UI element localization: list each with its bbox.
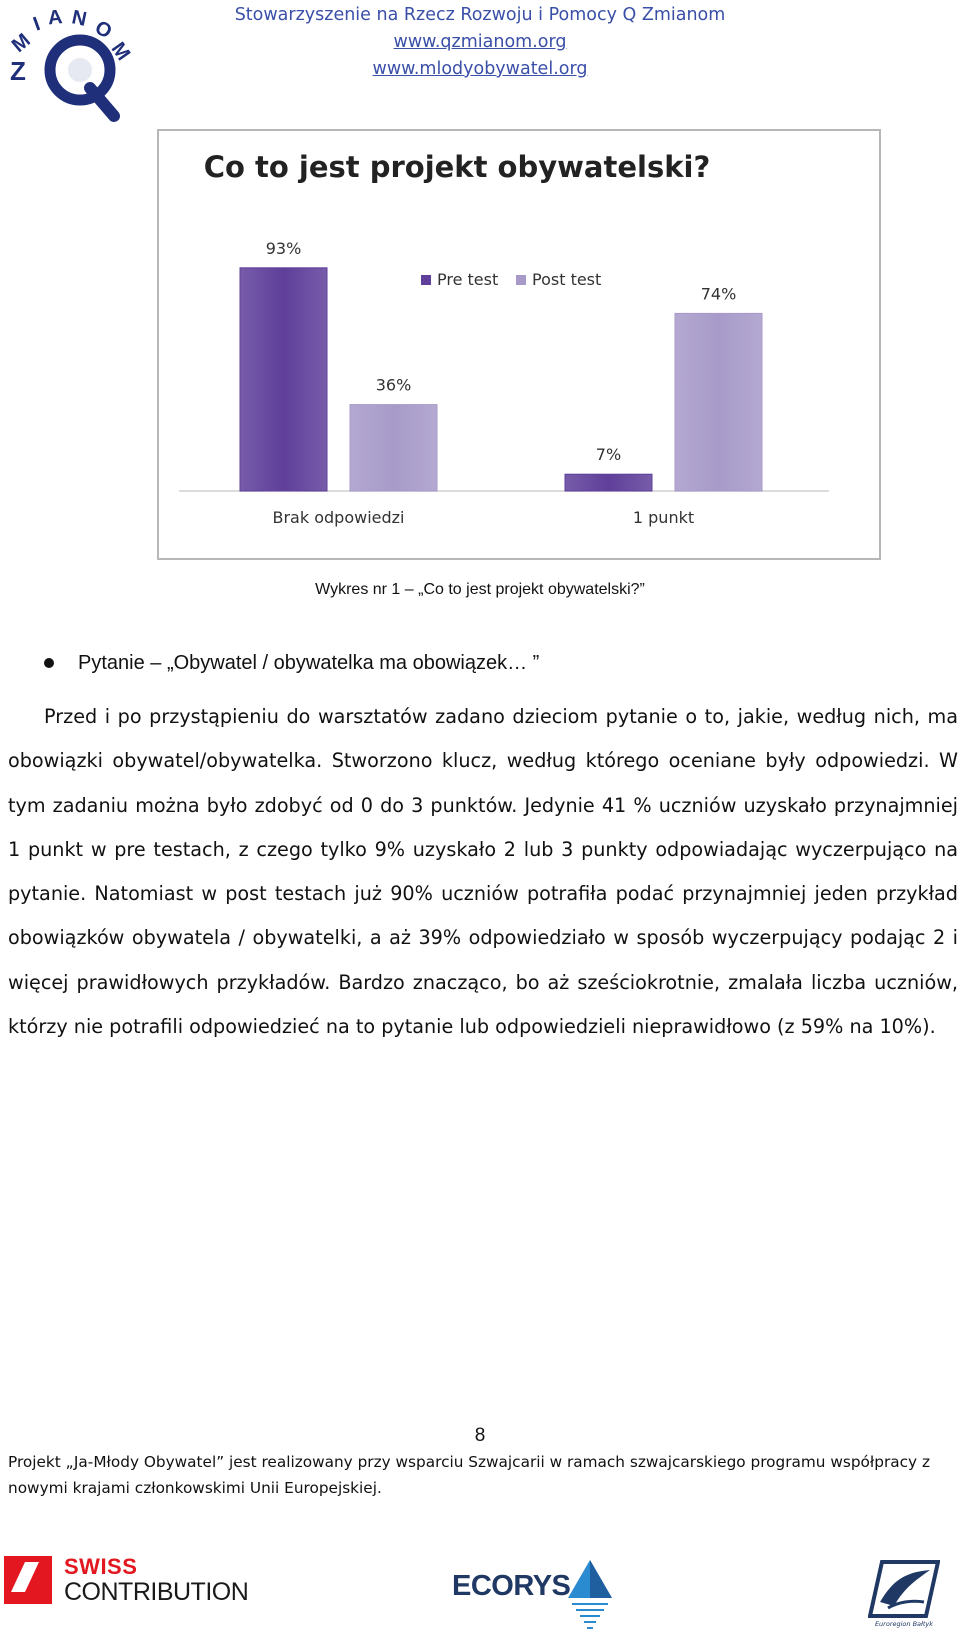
data-label: 36% <box>375 375 412 395</box>
data-label: 7% <box>595 445 622 465</box>
qzmianom-logo <box>4 4 140 122</box>
swiss-contribution-logo <box>4 1554 249 1608</box>
bullet-question: Pytanie – „Obywatel / obywatelka ma obowiązek… ” <box>78 652 540 674</box>
legend-swatch <box>421 275 431 285</box>
legend-label: Pre test <box>437 270 499 289</box>
svg-text:I: I <box>30 13 44 36</box>
svg-text:O: O <box>91 16 116 44</box>
swiss-logo-name: SWISS <box>64 1554 138 1579</box>
svg-text:N: N <box>69 6 89 31</box>
bar-chart <box>159 131 879 558</box>
body-paragraph: Przed i po przystąpieniu do warsztatów zadano dzieciom pytanie o to, jakie, według nich, ma obowiązki obywatel/obywatelka. Stworzono klucz, według którego oceniane były odpowiedzi. W tym zadaniu można było zdobyć od 0 do 3 punktów. Jedynie 41 % uczniów uzyskało przynajmniej 1 punkt w pre testach, z czego tylko 9% uzyskało 2 lub 3 punkty odpowiadając wyczerpująco na pytanie. Natomiast w post testach już 90% uczniów potrafiła podać przynajmniej jeden przykład obowiązków obywatela / obywatelki, a aż 39% odpowiedziało w sposób wyczerpujący podając 2 i więcej prawidłowych przykładów. Bardzo znacząco, bo aż sześciokrotnie, zmalała liczba uczniów, którzy nie potrafili odpowiedzieć na to pytanie lub odpowiedzieli nieprawidłowo (z 59% na 10%). <box>8 705 958 1039</box>
data-label: 93% <box>265 238 302 258</box>
link-qzmianom[interactable]: www.qzmianom.org <box>393 32 567 52</box>
euroregion-baltyk-logo <box>868 1558 940 1634</box>
euroregion-logo-caption: Euroregion Bałtyk <box>874 1620 934 1628</box>
legend-swatch <box>516 275 526 285</box>
link-mlodyobywatel[interactable]: www.mlodyobywatel.org <box>372 59 588 79</box>
ecorys-logo <box>452 1558 622 1633</box>
category-label: Brak odpowiedzi <box>272 508 405 527</box>
svg-text:Z: Z <box>10 56 26 86</box>
bullet-icon <box>44 658 54 668</box>
ecorys-logo-name: ECORYS <box>452 1570 571 1602</box>
chart-frame <box>157 129 881 560</box>
svg-text:M: M <box>7 29 35 57</box>
ecorys-pyramid-icon <box>566 1558 614 1633</box>
data-label: 74% <box>700 284 737 304</box>
euroregion-bird-icon <box>868 1558 940 1620</box>
bar-post-test-1 <box>350 405 437 491</box>
chart-title: Co to jest projekt obywatelski? <box>203 150 711 184</box>
header-org-name: Stowarzyszenie na Rzecz Rozwoju i Pomocy Q Zmianom <box>234 5 726 25</box>
category-label: 1 punkt <box>632 508 695 527</box>
chart-legend <box>421 270 601 289</box>
page-number: 8 <box>474 1425 486 1446</box>
swiss-flag-icon <box>4 1556 52 1604</box>
bar-post-test-2 <box>675 313 762 491</box>
svg-text:A: A <box>47 6 64 30</box>
legend-label: Post test <box>532 270 602 289</box>
footer-note: Projekt „Ja-Młody Obywatel” jest realizowany przy wsparciu Szwajcarii w ramach szwajcarskiego programu współpracy z nowymi krajami członkowskimi Unii Europejskiej. <box>8 1453 930 1497</box>
svg-text:M: M <box>106 38 135 65</box>
figure-caption: Wykres nr 1 – „Co to jest projekt obywatelski?” <box>315 581 645 598</box>
bar-pre-test-2 <box>565 474 652 491</box>
bar-pre-test-1 <box>240 268 327 491</box>
swiss-logo-subtitle: CONTRIBUTION <box>64 1578 249 1606</box>
